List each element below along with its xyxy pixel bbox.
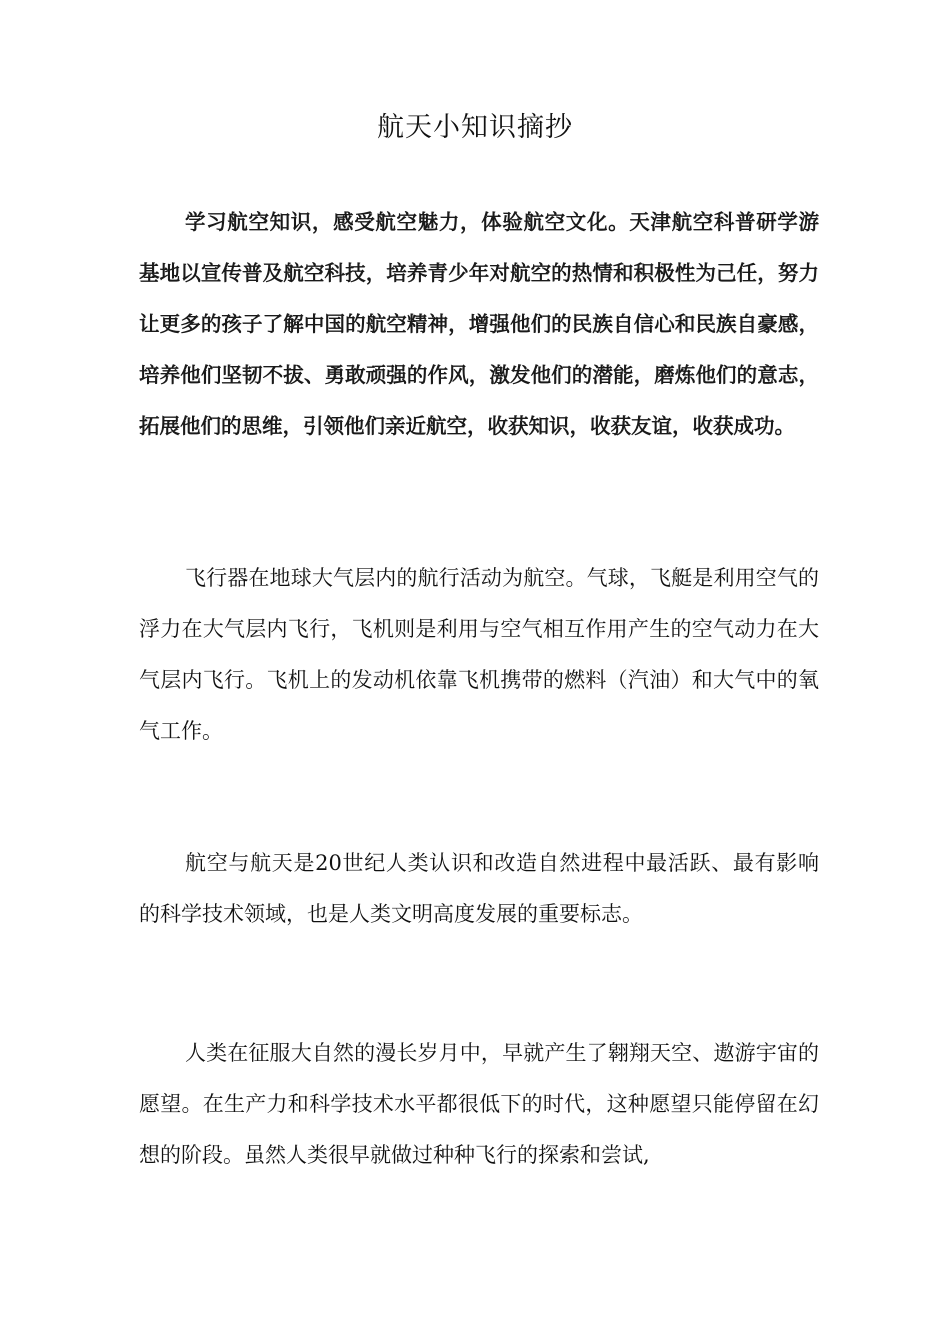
- document-title: 航天小知识摘抄: [377, 112, 573, 143]
- paragraph-aviation-definition: 飞行器在地球大气层内的航行活动为航空。气球，飞艇是利用空气的浮力在大气层内飞行，飞机则是利用与空气相互作用产生的空气动力在大气层内飞行。飞机上的发动机依靠飞机携带的燃料（汽油）和大气中的氧气工作。: [139, 566, 819, 743]
- paragraph-intro: 学习航空知识，感受航空魅力，体验航空文化。天津航空科普研学游基地以宣传普及航空科技，培养青少年对航空的热情和积极性为己任，努力让更多的孩子了解中国的航空精神，增强他们的民族自信心和民族自豪感，培养他们坚韧不拔、勇敢顽强的作风，激发他们的潜能，磨炼他们的意志，拓展他们的思维，引领他们亲近航空，收获知识，收获友谊，收获成功。: [139, 210, 819, 438]
- paragraph-aviation-significance: 航空与航天是20世纪人类认识和改造自然进程中最活跃、最有影响的科学技术领域，也是人类文明高度发展的重要标志。: [139, 851, 819, 926]
- paragraph-human-dream: 人类在征服大自然的漫长岁月中，早就产生了翱翔天空、遨游宇宙的愿望。在生产力和科学技术水平都很低下的时代，这种愿望只能停留在幻想的阶段。虽然人类很早就做过种种飞行的探索和尝试,: [139, 1041, 819, 1167]
